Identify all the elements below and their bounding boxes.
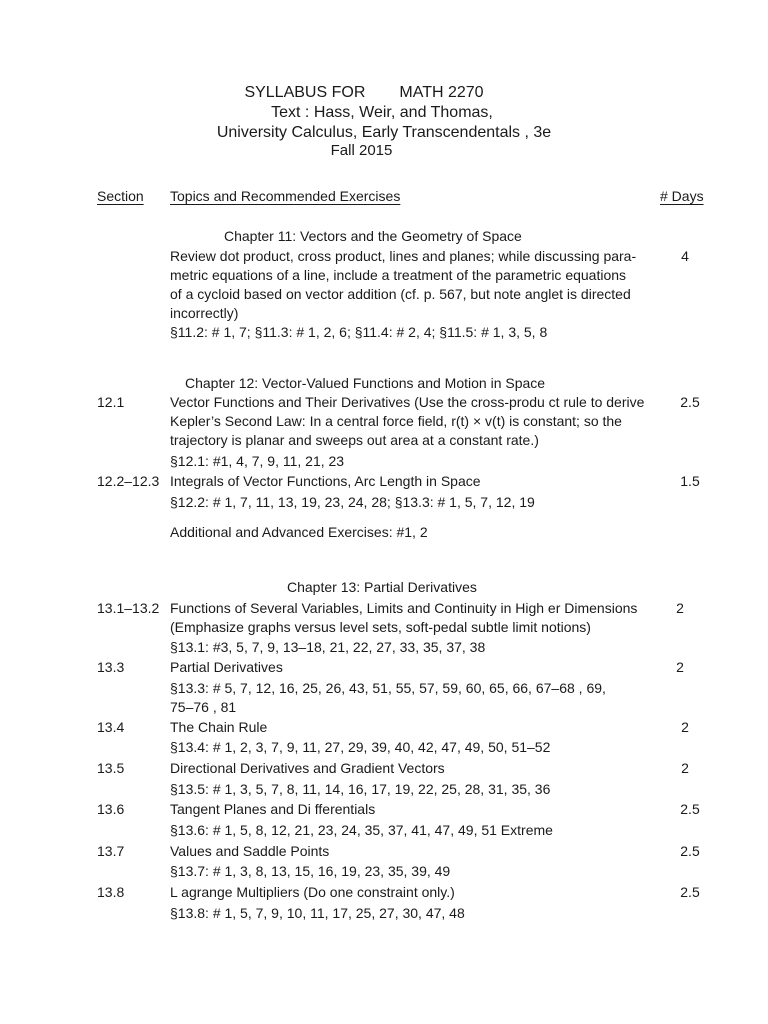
- section-days: 2.5: [680, 843, 700, 859]
- section-number: 12.2–12.3: [97, 473, 160, 489]
- title-syllabus-for: SYLLABUS FOR: [244, 84, 366, 101]
- section-description: L agrange Multipliers (Do one constraint only.): [170, 884, 455, 900]
- section-days: 2.5: [680, 884, 700, 900]
- section-number: 13.3: [97, 659, 125, 675]
- title-line-3: University Calculus, Early Transcendentals , 3e: [216, 124, 552, 141]
- column-header-section: Section: [97, 188, 144, 204]
- section-description: [170, 393, 650, 450]
- title-course-code: MATH 2270: [399, 84, 484, 101]
- section-13-4-exercises: §13.4: # 1, 2, 3, 7, 9, 11, 27, 29, 39, 40, 42, 47, 49, 50, 51–52: [170, 739, 551, 755]
- section-days: 2.5: [680, 801, 700, 817]
- section-number: 13.1–13.2: [97, 600, 160, 616]
- section-description: Tangent Planes and Di fferentials: [170, 801, 376, 817]
- section-13-1-exercises: §13.1: #3, 5, 7, 9, 13–18, 21, 22, 27, 33, 35, 37, 38: [170, 639, 486, 655]
- section-13-7-exercises: §13.7: # 1, 3, 8, 13, 15, 16, 19, 23, 35, 39, 49: [170, 863, 451, 879]
- section-number: 13.7: [97, 843, 125, 859]
- section-13-5-exercises: §13.5: # 1, 3, 5, 7, 8, 11, 14, 16, 17, 19, 22, 25, 28, 31, 35, 36: [170, 781, 551, 797]
- description-line: Functions of Several Variables, Limits and Continuity in High er Dimensions: [170, 600, 638, 616]
- section-12-1-exercises: §12.1: #1, 4, 7, 9, 11, 21, 23: [170, 453, 345, 469]
- section-days: 2: [676, 600, 684, 616]
- section-13-3-exercises: [170, 679, 606, 717]
- description-line: incorrectly): [170, 305, 239, 321]
- title-term: Fall 2015: [330, 142, 393, 159]
- section-days: 1.5: [680, 473, 700, 489]
- description-line: Kepler’s Second Law: In a central force field, r(t) × v(t) is constant; so the: [170, 413, 622, 429]
- description-line: trajectory is planar and sweeps out area at a constant rate.): [170, 432, 539, 448]
- chapter-12-title: Chapter 12: Vector-Valued Functions and Motion in Space: [185, 375, 546, 391]
- chapter-12-additional-exercises: Additional and Advanced Exercises: #1, 2: [170, 524, 428, 540]
- document-title: [0, 83, 768, 158]
- column-header-days: # Days: [660, 188, 704, 204]
- section-description: [170, 599, 650, 637]
- section-13-6-exercises: §13.6: # 1, 5, 8, 12, 21, 23, 24, 35, 37, 41, 47, 49, 51 Extreme: [170, 822, 553, 838]
- section-description: Values and Saddle Points: [170, 843, 330, 859]
- section-13-8-exercises: §13.8: # 1, 5, 7, 9, 10, 11, 17, 25, 27, 30, 47, 48: [170, 905, 465, 921]
- section-days: 2: [676, 659, 684, 675]
- section-description: The Chain Rule: [170, 719, 268, 735]
- description-line: Review dot product, cross product, lines and planes; while discussing para-: [170, 248, 637, 264]
- description-line: metric equations of a line, include a treatment of the parametric equations: [170, 267, 627, 283]
- chapter-11-title: Chapter 11: Vectors and the Geometry of Space: [224, 228, 522, 244]
- chapter-11-days: 4: [681, 248, 689, 264]
- chapter-11-exercises: §11.2: # 1, 7; §11.3: # 1, 2, 6; §11.4: # 2, 4; §11.5: # 1, 3, 5, 8: [170, 324, 548, 340]
- description-line: Vector Functions and Their Derivatives (Use the cross-produ ct rule to derive: [170, 394, 645, 410]
- section-number: 13.6: [97, 801, 125, 817]
- section-days: 2: [681, 719, 689, 735]
- section-description: Integrals of Vector Functions, Arc Length in Space: [170, 473, 481, 489]
- section-days: 2.5: [680, 394, 700, 410]
- chapter-11-description: [170, 247, 650, 323]
- section-number: 12.1: [97, 394, 125, 410]
- section-description: Directional Derivatives and Gradient Vectors: [170, 760, 445, 776]
- description-line: of a cycloid based on vector addition (cf. p. 567, but note anglet is directed: [170, 286, 631, 302]
- section-days: 2: [681, 760, 689, 776]
- section-12-2-exercises: §12.2: # 1, 7, 11, 13, 19, 23, 24, 28; §13.3: # 1, 5, 7, 12, 19: [170, 494, 535, 510]
- exercise-line: §13.3: # 5, 7, 12, 16, 25, 26, 43, 51, 55, 57, 59, 60, 65, 66, 67–68 , 69,: [170, 680, 606, 696]
- section-number: 13.5: [97, 760, 125, 776]
- section-description: Partial Derivatives: [170, 659, 283, 675]
- section-number: 13.8: [97, 884, 125, 900]
- title-line-2: Text : Hass, Weir, and Thomas,: [271, 104, 493, 121]
- section-number: 13.4: [97, 719, 125, 735]
- description-line: (Emphasize graphs versus level sets, soft-pedal subtle limit notions): [170, 619, 591, 635]
- title-line-1: [0, 83, 768, 103]
- exercise-line: 75–76 , 81: [170, 699, 237, 715]
- column-header-topics: Topics and Recommended Exercises: [170, 188, 401, 204]
- chapter-13-title: Chapter 13: Partial Derivatives: [287, 579, 477, 595]
